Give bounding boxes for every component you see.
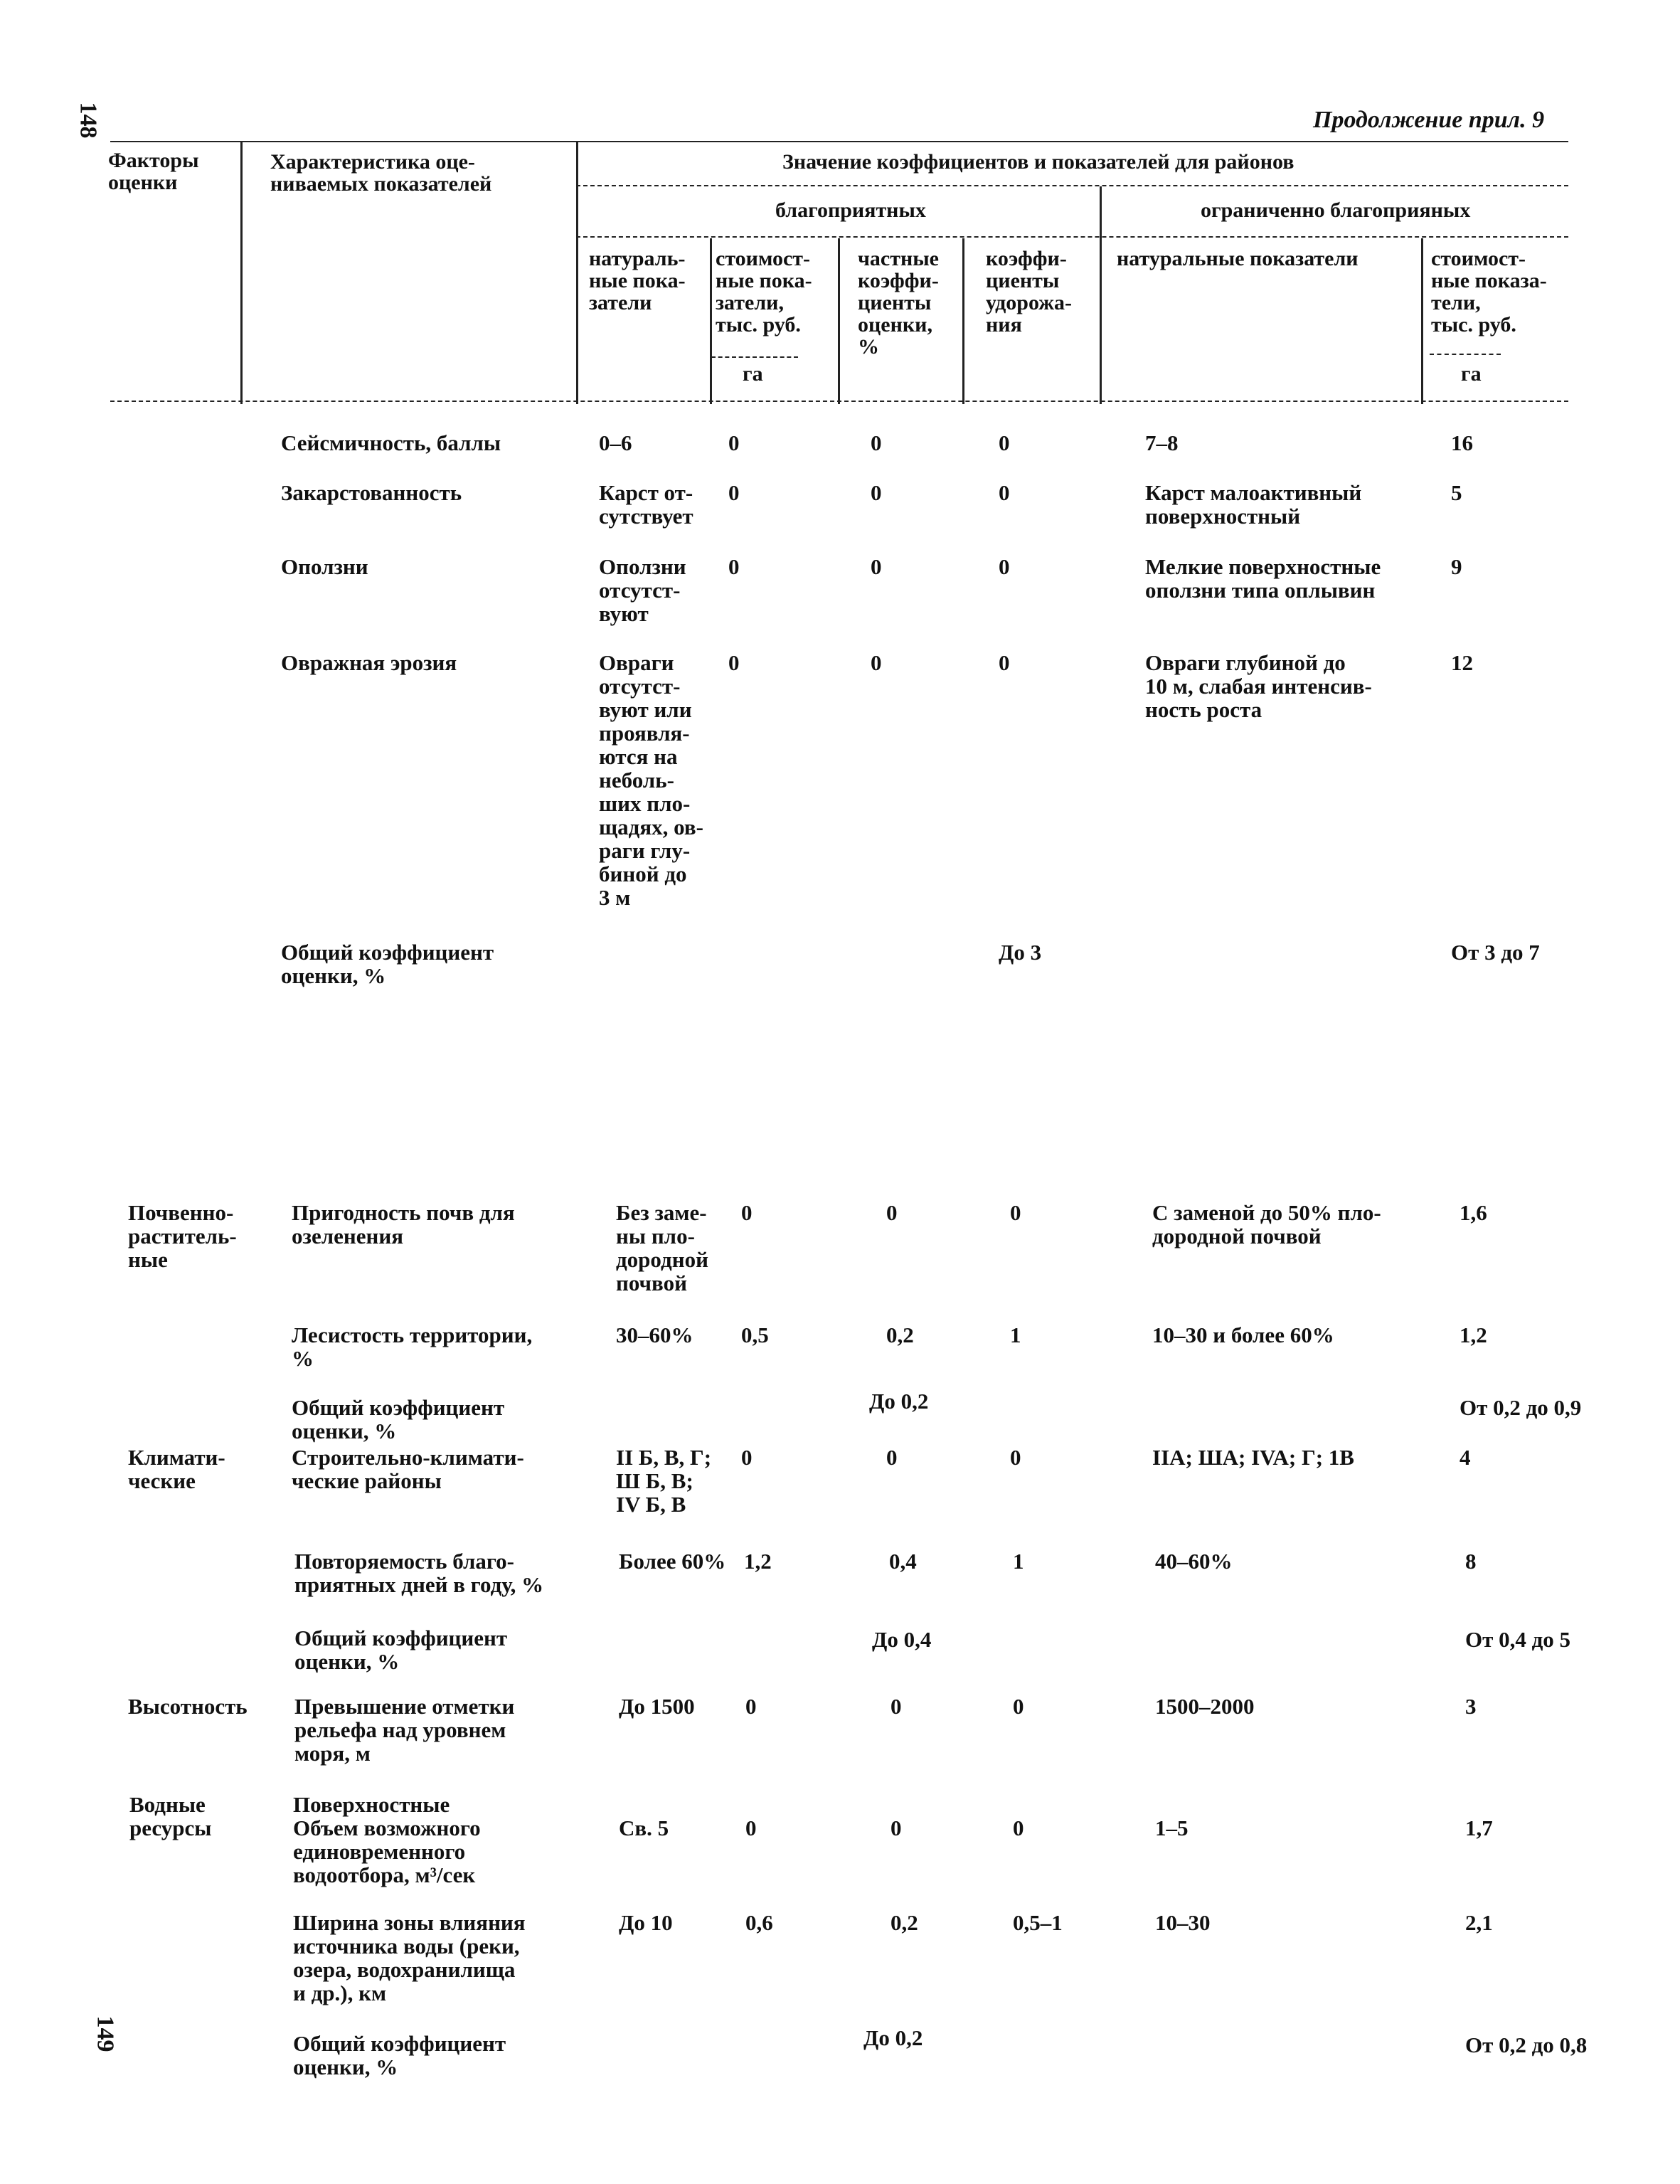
cell-coef: 0 (999, 650, 1010, 675)
header-ha-lim: га (1461, 362, 1482, 386)
cell-factor: Высотность (128, 1694, 248, 1719)
cell-natural-lim: Карст малоактивный поверхностный (1145, 480, 1362, 529)
cell-natural: 0–6 (599, 430, 632, 455)
vr-characteristic (576, 141, 578, 404)
cell-cost: 0 (728, 480, 740, 505)
vr-cost (838, 238, 840, 404)
cell-natural-lim: 7–8 (1145, 430, 1179, 455)
cell-natural-lim: 10–30 и более 60% (1152, 1322, 1334, 1347)
cell-characteristic: Лесистость территории, % (292, 1322, 533, 1371)
cell-cost-lim: 8 (1465, 1549, 1477, 1574)
cell-partial: 0,2 (890, 1910, 918, 1935)
header-natural-indicators-lim: натуральные показатели (1117, 247, 1359, 270)
cell-factor: Почвенно- раститель- ные (128, 1200, 237, 1272)
header-limited-favorable: ограниченно благоприяных (1201, 198, 1471, 222)
cell-characteristic: Сейсмичность, баллы (281, 430, 501, 455)
cell-natural-lim: IIA; ША; IVA; Г; 1В (1152, 1445, 1354, 1470)
cell-cost-lim: 4 (1460, 1445, 1471, 1470)
cell-coef: 0,5–1 (1013, 1910, 1063, 1935)
cell-cost-lim: От 0,4 до 5 (1465, 1627, 1571, 1652)
vr-group (1100, 186, 1102, 404)
cell-cost: 0,5 (741, 1322, 769, 1347)
page-number-bottom: 149 (92, 2015, 119, 2052)
cell-cost-lim: 5 (1451, 480, 1462, 505)
cell-cost: 0 (741, 1200, 753, 1225)
cell-natural: Карст от- сутствует (599, 480, 693, 529)
cell-factor: Климати- ческие (128, 1445, 225, 1493)
cell-natural: Без заме- ны пло- дородной почвой (616, 1200, 708, 1295)
cell-characteristic: Превышение отметки рельефа над уровнем моря, м (294, 1694, 515, 1766)
cell-partial: 0 (871, 554, 882, 579)
ha-rule-1 (711, 356, 798, 358)
header-natural-indicators: натураль- ные пока- затели (589, 247, 686, 314)
cell-cost-lim: 1,6 (1460, 1200, 1487, 1225)
cell-coef: 0 (999, 430, 1010, 455)
cell-cost-lim: От 0,2 до 0,8 (1465, 2032, 1588, 2057)
cell-partial: 0 (871, 480, 882, 505)
cell-coef: 1 (1010, 1322, 1021, 1347)
cell-natural-lim: 1–5 (1155, 1815, 1189, 1840)
cell-natural-lim: Овраги глубиной до 10 м, слабая интенсив- ность роста (1145, 650, 1372, 722)
cell-coef: До 3 (999, 940, 1042, 965)
cell-cost-lim: 2,1 (1465, 1910, 1493, 1935)
cell-natural: До 10 (619, 1910, 673, 1935)
vr-nat-lim (1421, 238, 1423, 404)
cell-natural: Более 60% (619, 1549, 726, 1574)
vr-nat (710, 238, 712, 404)
cell-characteristic: Общий коэффициент оценки, % (292, 1395, 505, 1443)
cell-natural: 30–60% (616, 1322, 693, 1347)
cell-partial: 0 (871, 650, 882, 675)
header-top-rule (110, 141, 1568, 142)
cell-natural: II Б, В, Г; Ш Б, В; IV Б, В (616, 1445, 712, 1517)
cell-cost-lim: От 3 до 7 (1451, 940, 1540, 965)
cell-natural: Овраги отсутст- вуют или проявля- ются на неболь- ших пло- щадях, ов- раги глу- биной до 3 м (599, 650, 703, 910)
cell-coef: 0 (1013, 1694, 1024, 1719)
cell-cost: 1,2 (744, 1549, 772, 1574)
continuation-label: Продолжение прил. 9 (1313, 107, 1545, 133)
cell-coef: 0 (1013, 1815, 1024, 1840)
cell-partial: До 0,2 (869, 1389, 929, 1414)
header-values: Значение коэффициентов и показателей для районов (782, 150, 1294, 174)
cell-coef: 1 (1013, 1549, 1024, 1574)
cell-cost-lim: От 0,2 до 0,9 (1460, 1395, 1582, 1420)
cell-cost-lim: 9 (1451, 554, 1462, 579)
cell-cost-lim: 3 (1465, 1694, 1477, 1719)
cell-factor: Водные ресурсы (129, 1792, 212, 1840)
cell-partial: 0,4 (889, 1549, 917, 1574)
cell-natural-lim: Мелкие поверхностные оползни типа оплывин (1145, 554, 1381, 603)
cell-partial: 0 (886, 1200, 898, 1225)
cell-characteristic: Оползни (281, 554, 368, 579)
header-cost-indicators: стоимост- ные пока- затели, тыс. руб. (716, 247, 812, 336)
cell-cost-lim: 16 (1451, 430, 1473, 455)
header-rule-groups (576, 236, 1568, 238)
cell-cost-lim: 1,2 (1460, 1322, 1487, 1347)
cell-coef: 0 (1010, 1200, 1021, 1225)
cell-characteristic: Строительно-климати- ческие районы (292, 1445, 524, 1493)
cell-cost: 0,6 (745, 1910, 773, 1935)
cell-partial: До 0,2 (863, 2025, 923, 2050)
page-number-top: 148 (75, 102, 102, 139)
cell-characteristic: Общий коэффициент оценки, % (281, 940, 494, 988)
header-partial-coefficients: частные коэффи- циенты оценки, % (858, 247, 939, 359)
header-factors: Факторы оценки (108, 149, 199, 194)
header-rise-coefficients: коэффи- циенты удорожа- ния (986, 247, 1072, 336)
cell-partial: 0 (890, 1815, 902, 1840)
cell-natural-lim: 1500–2000 (1155, 1694, 1255, 1719)
header-ha: га (743, 362, 763, 386)
cell-characteristic: Закарстованность (281, 480, 462, 505)
vr-partial (962, 238, 964, 404)
cell-coef: 0 (999, 480, 1010, 505)
cell-cost: 0 (728, 650, 740, 675)
cell-partial: 0 (886, 1445, 898, 1470)
cell-cost-lim: 12 (1451, 650, 1473, 675)
cell-natural-lim: 10–30 (1155, 1910, 1211, 1935)
cell-characteristic: Общий коэффициент оценки, % (294, 1626, 508, 1674)
cell-characteristic: Повторяемость благо- приятных дней в году, % (294, 1549, 544, 1597)
cell-cost: 0 (741, 1445, 753, 1470)
cell-natural-lim: С заменой до 50% пло- дородной почвой (1152, 1200, 1381, 1249)
cell-partial: До 0,4 (872, 1627, 932, 1652)
cell-natural: До 1500 (619, 1694, 695, 1719)
cell-characteristic: Пригодность почв для озеленения (292, 1200, 515, 1249)
cell-characteristic: Ширина зоны влияния источника воды (реки, озера, водохранилища и др.), км (293, 1910, 526, 2005)
cell-cost: 0 (745, 1694, 757, 1719)
cell-partial: 0,2 (886, 1322, 914, 1347)
cell-coef: 0 (999, 554, 1010, 579)
header-characteristic: Характеристика оце- ниваемых показателей (270, 150, 492, 196)
cell-characteristic: Общий коэффициент оценки, % (293, 2031, 506, 2079)
cell-cost-lim: 1,7 (1465, 1815, 1493, 1840)
cell-natural: Св. 5 (619, 1815, 669, 1840)
header-cost-indicators-lim: стоимост- ные показа- тели, тыс. руб. (1431, 247, 1547, 336)
cell-cost: 0 (728, 430, 740, 455)
cell-natural-lim: 40–60% (1155, 1549, 1233, 1574)
cell-characteristic: Овражная эрозия (281, 650, 457, 675)
cell-coef: 0 (1010, 1445, 1021, 1470)
cell-partial: 0 (871, 430, 882, 455)
ha-rule-2 (1430, 354, 1501, 355)
cell-cost: 0 (745, 1815, 757, 1840)
cell-natural: Оползни отсутст- вуют (599, 554, 686, 626)
header-favorable: благоприятных (775, 198, 926, 222)
cell-characteristic: Поверхностные Объем возможного единовременного водоотбора, м³/сек (293, 1792, 481, 1887)
cell-cost: 0 (728, 554, 740, 579)
vr-factors (240, 141, 243, 404)
header-rule-values (576, 185, 1568, 186)
cell-partial: 0 (890, 1694, 902, 1719)
